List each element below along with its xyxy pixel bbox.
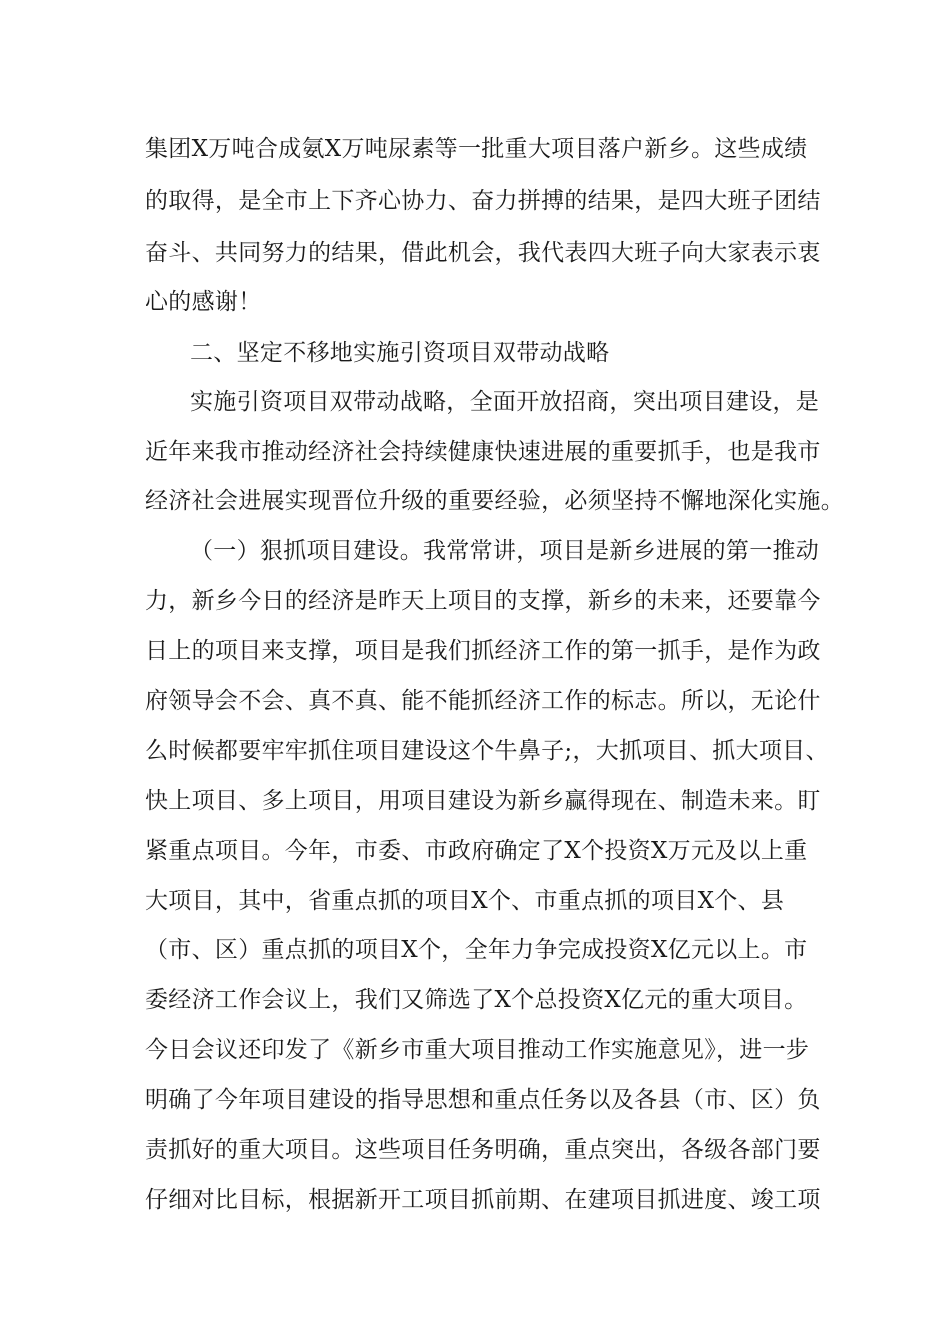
paragraph-line: 仔细对比目标，根据新开工项目抓前期、在建项目抓进度、竣工项 bbox=[145, 1187, 821, 1213]
paragraph-line: （市、区）重点抓的项目X个，全年力争完成投资X亿元以上。市 bbox=[145, 937, 808, 963]
paragraph-line: 明确了今年项目建设的指导思想和重点任务以及各县（市、区）负 bbox=[145, 1087, 821, 1113]
paragraph-line: 心的感谢！ bbox=[145, 289, 262, 315]
paragraph-line: 的取得，是全市上下齐心协力、奋力拼搏的结果，是四大班子团结 bbox=[145, 188, 821, 214]
paragraph-line: 力，新乡今日的经济是昨天上项目的支撑，新乡的未来，还要靠今 bbox=[145, 588, 821, 614]
paragraph-line: 集团X万吨合成氨X万吨尿素等一批重大项目落户新乡。这些成绩 bbox=[145, 136, 808, 162]
paragraph-line: 快上项目、多上项目，用项目建设为新乡赢得现在、制造未来。盯 bbox=[145, 788, 821, 814]
paragraph-line: 委经济工作会议上，我们又筛选了X个总投资X亿元的重大项目。 bbox=[145, 987, 808, 1013]
paragraph-line: 责抓好的重大项目。这些项目任务明确，重点突出，各级各部门要 bbox=[145, 1137, 821, 1163]
paragraph-line: 经济社会进展实现晋位升级的重要经验，必须坚持不懈地深化实施。 bbox=[145, 488, 844, 514]
paragraph-line: 府领导会不会、真不真、能不能抓经济工作的标志。所以，无论什 bbox=[145, 688, 821, 714]
paragraph-line: 奋斗、共同努力的结果，借此机会，我代表四大班子向大家表示衷 bbox=[145, 240, 821, 266]
paragraph-line: 紧重点项目。今年，市委、市政府确定了X个投资X万元及以上重 bbox=[145, 838, 808, 864]
section-heading: 二、坚定不移地实施引资项目双带动战略 bbox=[190, 340, 610, 366]
paragraph-line: 日上的项目来支撑，项目是我们抓经济工作的第一抓手，是作为政 bbox=[145, 638, 821, 664]
paragraph-line: 大项目，其中，省重点抓的项目X个、市重点抓的项目X个、县 bbox=[145, 888, 785, 914]
paragraph-line: 实施引资项目双带动战略，全面开放招商，突出项目建设，是 bbox=[190, 389, 820, 415]
paragraph-line: （一）狠抓项目建设。我常常讲，项目是新乡进展的第一推动 bbox=[190, 538, 820, 564]
paragraph-line: 么时候都要牢牢抓住项目建设这个牛鼻子;，大抓项目、抓大项目、 bbox=[145, 738, 829, 764]
paragraph-line: 近年来我市推动经济社会持续健康快速进展的重要抓手，也是我市 bbox=[145, 439, 821, 465]
paragraph-line: 今日会议还印发了《新乡市重大项目推动工作实施意见》，进一步 bbox=[145, 1037, 810, 1063]
